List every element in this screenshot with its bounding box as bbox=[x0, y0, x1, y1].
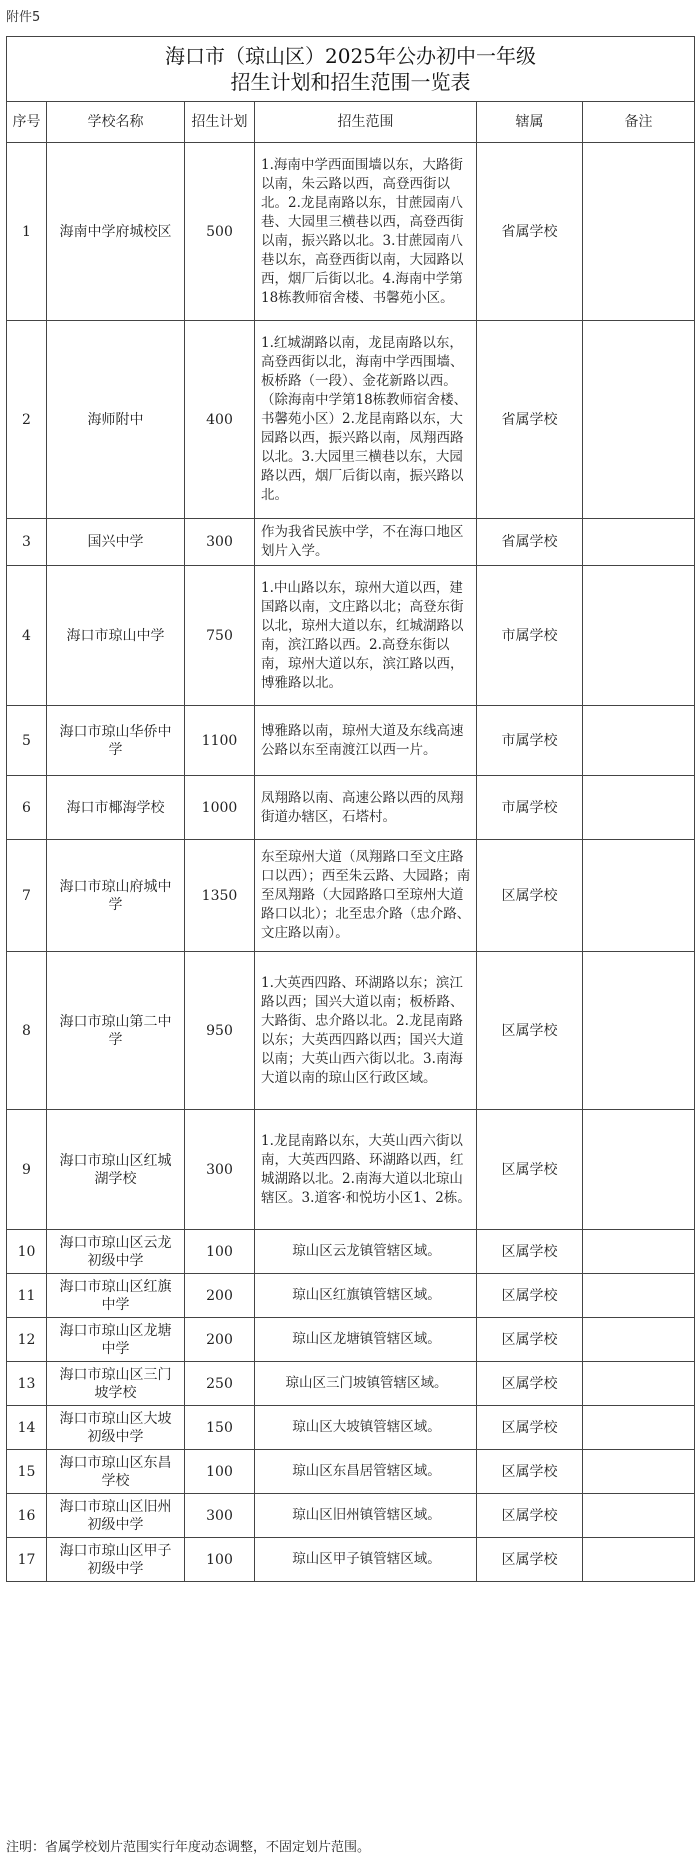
row-scope: 1.红城湖路以南，龙昆南路以东，高登西街以北，海南中学西围墙、板桥路（一段）、金花新路以西。（除海南中学第18栋教师宿舍楼、书馨苑小区）2.龙昆南路以东，大园路以西，振兴路以南，凤翔西路以北。3.大园里三横巷以东，大园路以西，烟厂后街以南，振兴路以北。 bbox=[255, 321, 477, 519]
row-affiliation: 区属学校 bbox=[477, 1318, 583, 1362]
row-remark bbox=[583, 1494, 695, 1538]
table-row bbox=[7, 1274, 695, 1318]
row-plan: 400 bbox=[185, 321, 255, 519]
row-remark bbox=[583, 1538, 695, 1582]
row-plan: 300 bbox=[185, 1110, 255, 1230]
row-plan: 1000 bbox=[185, 776, 255, 840]
row-scope: 琼山区甲子镇管辖区域。 bbox=[255, 1538, 477, 1582]
row-affiliation: 区属学校 bbox=[477, 1406, 583, 1450]
row-scope: 凤翔路以南、高速公路以西的凤翔街道办辖区，石塔村。 bbox=[255, 776, 477, 840]
row-no: 10 bbox=[7, 1230, 47, 1274]
table-row bbox=[7, 706, 695, 776]
row-plan: 100 bbox=[185, 1538, 255, 1582]
row-school-name: 海口市琼山中学 bbox=[47, 566, 185, 706]
row-plan: 750 bbox=[185, 566, 255, 706]
row-school-name: 海口市琼山区甲子初级中学 bbox=[47, 1538, 185, 1582]
footnote: 注明：省属学校划片范围实行年度动态调整，不固定划片范围。 bbox=[6, 1840, 371, 1855]
col-header-plan: 招生计划 bbox=[185, 102, 255, 143]
enrollment-table bbox=[6, 36, 695, 1582]
row-remark bbox=[583, 1110, 695, 1230]
table-row bbox=[7, 1450, 695, 1494]
row-school-name: 国兴中学 bbox=[47, 519, 185, 566]
row-scope: 琼山区旧州镇管辖区域。 bbox=[255, 1494, 477, 1538]
row-affiliation: 省属学校 bbox=[477, 519, 583, 566]
row-school-name: 海口市琼山区红旗中学 bbox=[47, 1274, 185, 1318]
row-no: 6 bbox=[7, 776, 47, 840]
row-no: 16 bbox=[7, 1494, 47, 1538]
row-affiliation: 区属学校 bbox=[477, 840, 583, 952]
row-no: 17 bbox=[7, 1538, 47, 1582]
row-no: 13 bbox=[7, 1362, 47, 1406]
row-scope: 琼山区东昌居管辖区域。 bbox=[255, 1450, 477, 1494]
row-scope: 琼山区龙塘镇管辖区域。 bbox=[255, 1318, 477, 1362]
row-affiliation: 区属学校 bbox=[477, 1538, 583, 1582]
table-row bbox=[7, 519, 695, 566]
col-header-school: 学校名称 bbox=[47, 102, 185, 143]
row-no: 7 bbox=[7, 840, 47, 952]
table-row bbox=[7, 321, 695, 519]
row-plan: 950 bbox=[185, 952, 255, 1110]
row-no: 1 bbox=[7, 143, 47, 321]
row-remark bbox=[583, 1450, 695, 1494]
row-remark bbox=[583, 706, 695, 776]
row-scope: 1.海南中学西面围墙以东，大路街以南，朱云路以西，高登西街以北。2.龙昆南路以东，甘蔗园南八巷、大园里三横巷以西，高登西街以南，振兴路以北。3.甘蔗园南八巷以东，高登西街以南，大园路以西，烟厂后街以北。4.海南中学第18栋教师宿舍楼、书馨苑小区。 bbox=[255, 143, 477, 321]
row-remark bbox=[583, 840, 695, 952]
col-header-affiliation: 辖属 bbox=[477, 102, 583, 143]
row-scope: 1.中山路以东，琼州大道以西，建国路以南，文庄路以北；高登东街以北，琼州大道以东，红城湖路以南，滨江路以西。2.高登东街以南，琼州大道以东，滨江路以西，博雅路以北。 bbox=[255, 566, 477, 706]
row-remark bbox=[583, 952, 695, 1110]
row-plan: 100 bbox=[185, 1450, 255, 1494]
row-affiliation: 省属学校 bbox=[477, 321, 583, 519]
table-row bbox=[7, 1230, 695, 1274]
row-affiliation: 市属学校 bbox=[477, 706, 583, 776]
row-plan: 300 bbox=[185, 1494, 255, 1538]
row-school-name: 海口市琼山区东昌学校 bbox=[47, 1450, 185, 1494]
row-school-name: 海口市椰海学校 bbox=[47, 776, 185, 840]
row-no: 15 bbox=[7, 1450, 47, 1494]
row-no: 3 bbox=[7, 519, 47, 566]
row-affiliation: 市属学校 bbox=[477, 566, 583, 706]
row-plan: 100 bbox=[185, 1230, 255, 1274]
table-row bbox=[7, 840, 695, 952]
table-row bbox=[7, 1406, 695, 1450]
row-affiliation: 区属学校 bbox=[477, 1230, 583, 1274]
row-remark bbox=[583, 1230, 695, 1274]
row-affiliation: 省属学校 bbox=[477, 143, 583, 321]
row-no: 4 bbox=[7, 566, 47, 706]
row-scope: 东至琼州大道（凤翔路口至文庄路口以西）；西至朱云路、大园路；南至凤翔路（大园路路口至琼州大道路口以北）；北至忠介路（忠介路、文庄路以南）。 bbox=[255, 840, 477, 952]
row-plan: 250 bbox=[185, 1362, 255, 1406]
row-plan: 300 bbox=[185, 519, 255, 566]
row-scope: 博雅路以南，琼州大道及东线高速公路以东至南渡江以西一片。 bbox=[255, 706, 477, 776]
row-scope: 1.龙昆南路以东，大英山西六街以南，大英西四路、环湖路以西，红城湖路以北。2.南海大道以北琼山辖区。3.道客·和悦坊小区1、2栋。 bbox=[255, 1110, 477, 1230]
col-header-remark: 备注 bbox=[583, 102, 695, 143]
row-remark bbox=[583, 1318, 695, 1362]
row-no: 14 bbox=[7, 1406, 47, 1450]
row-scope: 1.大英西四路、环湖路以东；滨江路以西；国兴大道以南；板桥路、大路街、忠介路以北。2.龙昆南路以东；大英西四路以西；国兴大道以南；大英山西六街以北。3.南海大道以南的琼山区行政区域。 bbox=[255, 952, 477, 1110]
row-school-name: 海师附中 bbox=[47, 321, 185, 519]
row-school-name: 海口市琼山区旧州初级中学 bbox=[47, 1494, 185, 1538]
row-affiliation: 区属学校 bbox=[477, 1110, 583, 1230]
row-school-name: 海口市琼山区红城湖学校 bbox=[47, 1110, 185, 1230]
row-affiliation: 区属学校 bbox=[477, 1274, 583, 1318]
row-affiliation: 区属学校 bbox=[477, 1494, 583, 1538]
row-scope: 琼山区三门坡镇管辖区域。 bbox=[255, 1362, 477, 1406]
row-remark bbox=[583, 519, 695, 566]
table-row bbox=[7, 952, 695, 1110]
row-scope: 琼山区红旗镇管辖区域。 bbox=[255, 1274, 477, 1318]
row-remark bbox=[583, 1362, 695, 1406]
row-no: 11 bbox=[7, 1274, 47, 1318]
table-row bbox=[7, 1110, 695, 1230]
col-header-no: 序号 bbox=[7, 102, 47, 143]
table-row bbox=[7, 1494, 695, 1538]
row-remark bbox=[583, 143, 695, 321]
row-remark bbox=[583, 566, 695, 706]
row-remark bbox=[583, 776, 695, 840]
title-line-1: 海口市（琼山区）2025年公办初中一年级 bbox=[165, 44, 536, 68]
row-plan: 200 bbox=[185, 1318, 255, 1362]
table-row bbox=[7, 776, 695, 840]
row-remark bbox=[583, 1406, 695, 1450]
row-no: 9 bbox=[7, 1110, 47, 1230]
row-school-name: 海口市琼山府城中学 bbox=[47, 840, 185, 952]
row-plan: 500 bbox=[185, 143, 255, 321]
row-plan: 1350 bbox=[185, 840, 255, 952]
row-affiliation: 区属学校 bbox=[477, 1450, 583, 1494]
attachment-label: 附件5 bbox=[6, 10, 41, 25]
row-scope: 琼山区云龙镇管辖区域。 bbox=[255, 1230, 477, 1274]
table-row bbox=[7, 1538, 695, 1582]
row-no: 2 bbox=[7, 321, 47, 519]
row-no: 8 bbox=[7, 952, 47, 1110]
row-school-name: 海南中学府城校区 bbox=[47, 143, 185, 321]
header-row bbox=[7, 102, 695, 143]
row-remark bbox=[583, 321, 695, 519]
table-title bbox=[7, 37, 695, 102]
row-school-name: 海口市琼山区云龙初级中学 bbox=[47, 1230, 185, 1274]
row-plan: 150 bbox=[185, 1406, 255, 1450]
col-header-scope: 招生范围 bbox=[255, 102, 477, 143]
row-plan: 200 bbox=[185, 1274, 255, 1318]
table-row bbox=[7, 143, 695, 321]
row-school-name: 海口市琼山区龙塘中学 bbox=[47, 1318, 185, 1362]
row-school-name: 海口市琼山第二中学 bbox=[47, 952, 185, 1110]
table-row bbox=[7, 1318, 695, 1362]
row-school-name: 海口市琼山区大坡初级中学 bbox=[47, 1406, 185, 1450]
row-school-name: 海口市琼山区三门坡学校 bbox=[47, 1362, 185, 1406]
row-remark bbox=[583, 1274, 695, 1318]
row-no: 12 bbox=[7, 1318, 47, 1362]
row-no: 5 bbox=[7, 706, 47, 776]
row-affiliation: 区属学校 bbox=[477, 952, 583, 1110]
row-school-name: 海口市琼山华侨中学 bbox=[47, 706, 185, 776]
row-scope: 琼山区大坡镇管辖区域。 bbox=[255, 1406, 477, 1450]
table-row bbox=[7, 1362, 695, 1406]
row-plan: 1100 bbox=[185, 706, 255, 776]
row-scope: 作为我省民族中学，不在海口地区划片入学。 bbox=[255, 519, 477, 566]
row-affiliation: 区属学校 bbox=[477, 1362, 583, 1406]
table-row bbox=[7, 566, 695, 706]
row-affiliation: 市属学校 bbox=[477, 776, 583, 840]
title-line-2: 招生计划和招生范围一览表 bbox=[230, 70, 471, 94]
